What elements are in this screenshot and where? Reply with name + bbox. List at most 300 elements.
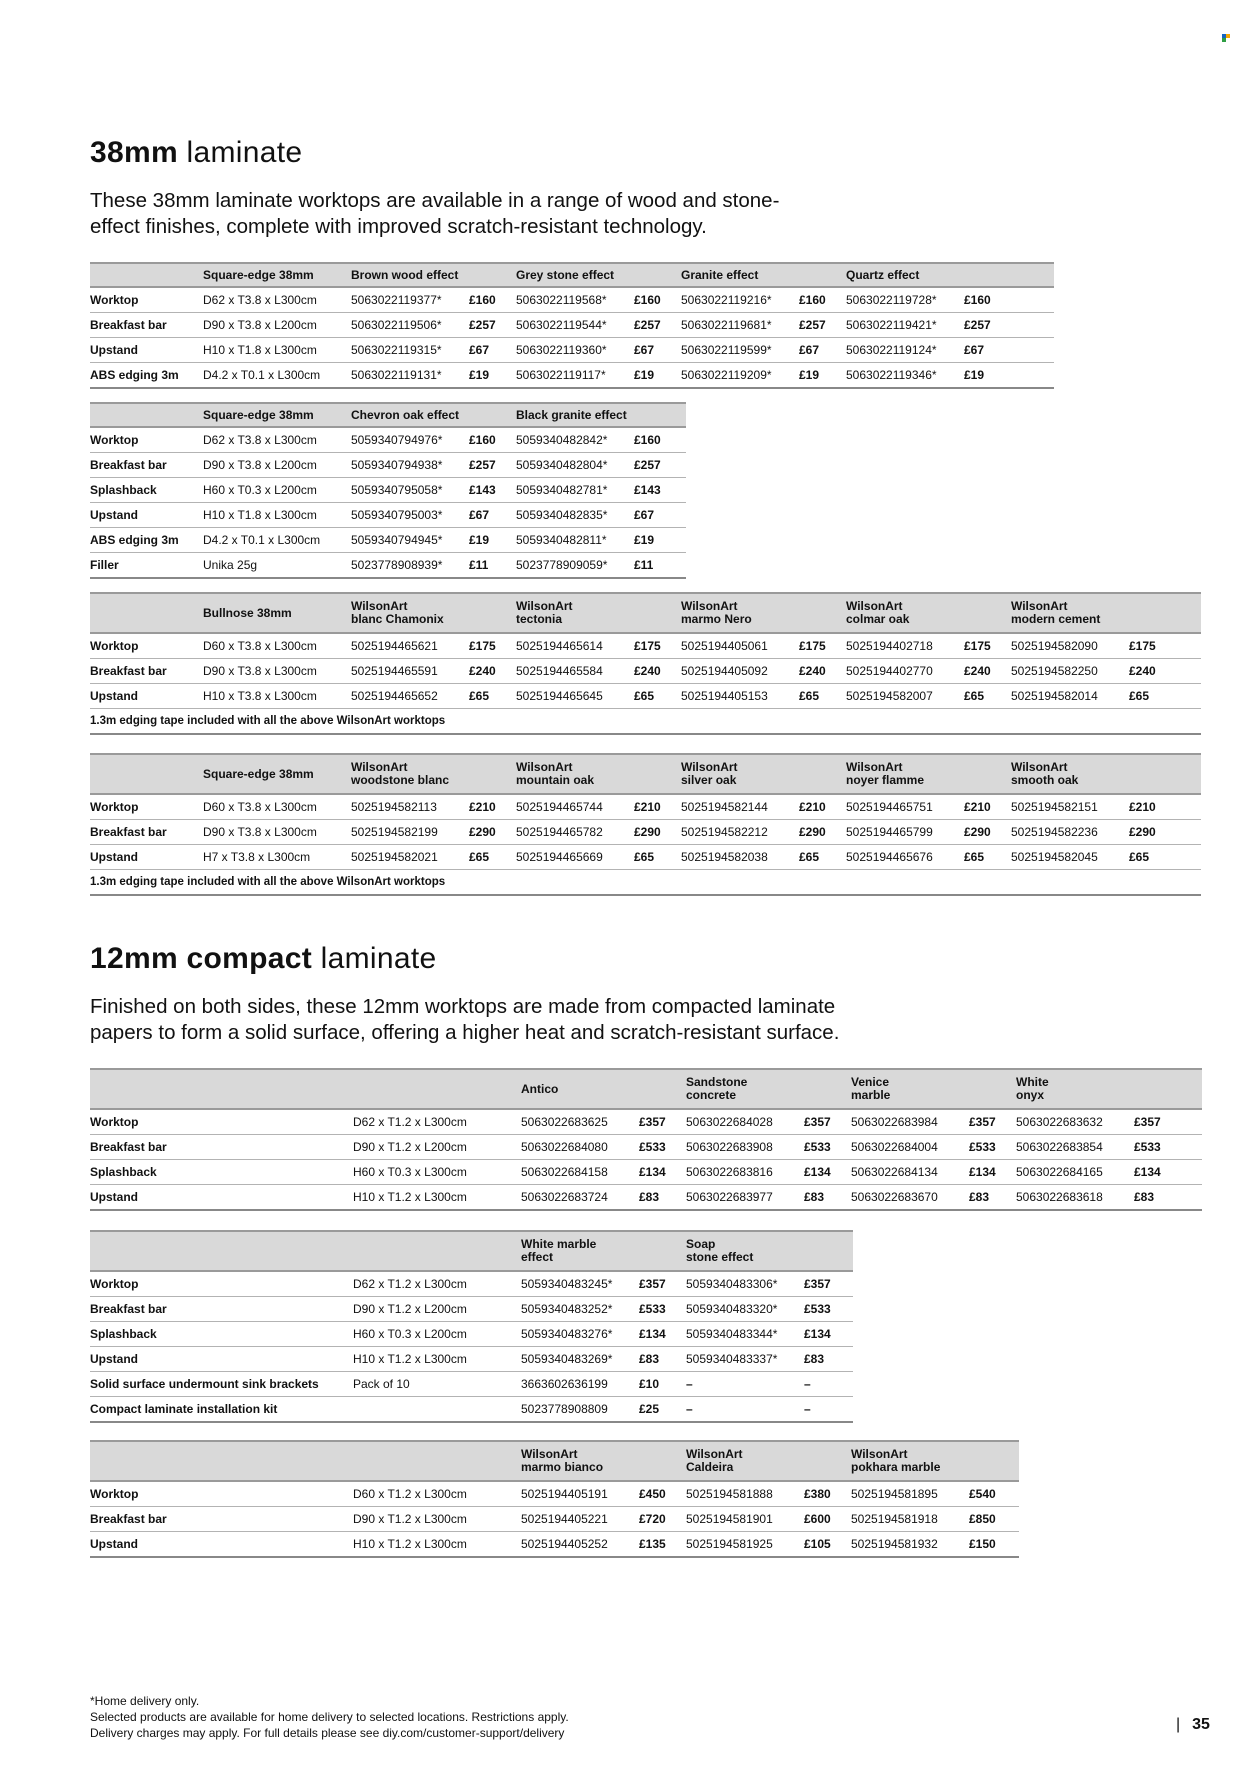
column-header xyxy=(799,754,846,794)
product-table-compact-stone xyxy=(90,1068,1202,1211)
column-header xyxy=(469,403,516,427)
column-header: White onyx xyxy=(1016,1069,1134,1109)
price-cell: £210 xyxy=(964,794,1011,820)
table-cell xyxy=(203,1481,353,1507)
price-cell: £83 xyxy=(639,1185,686,1211)
price-cell: £134 xyxy=(804,1322,853,1347)
price-cell: £175 xyxy=(799,633,846,659)
table-cell: D4.2 x T0.1 x L300cm xyxy=(203,528,351,553)
table-cell: 5025194405221 xyxy=(521,1507,639,1532)
price-cell: £533 xyxy=(804,1135,851,1160)
table-cell: 5063022119346* xyxy=(846,363,964,389)
table-cell: – xyxy=(804,1372,853,1397)
table-cell: 5063022683618 xyxy=(1016,1185,1134,1211)
table-cell: D90 x T3.8 x L300cm xyxy=(203,820,351,845)
column-header: WilsonArt mountain oak xyxy=(516,754,634,794)
column-header xyxy=(90,754,203,794)
price-cell: £357 xyxy=(804,1271,853,1297)
row-label: Breakfast bar xyxy=(90,1507,203,1532)
column-header: Brown wood effect xyxy=(351,263,469,287)
table-cell: H7 x T3.8 x L300cm xyxy=(203,845,351,870)
price-cell: £210 xyxy=(799,794,846,820)
table-cell: 5063022119117* xyxy=(516,363,634,389)
table-row xyxy=(90,1271,853,1297)
price-cell: £65 xyxy=(799,684,846,709)
price-cell: £210 xyxy=(1129,794,1201,820)
price-cell: £19 xyxy=(634,363,681,389)
table-cell: 5063022119506* xyxy=(351,313,469,338)
table-cell: 5025194405252 xyxy=(521,1532,639,1558)
table-cell: 5063022119377* xyxy=(351,287,469,313)
table-cell: 5063022684028 xyxy=(686,1109,804,1135)
price-cell: £19 xyxy=(469,363,516,389)
column-header: Granite effect xyxy=(681,263,799,287)
column-header xyxy=(639,1069,686,1109)
price-cell: £65 xyxy=(469,684,516,709)
table-cell: 5023778908939* xyxy=(351,553,469,579)
price-cell: £67 xyxy=(799,338,846,363)
table-cell: 5063022119124* xyxy=(846,338,964,363)
table-cell: 5063022684165 xyxy=(1016,1160,1134,1185)
price-cell: £83 xyxy=(1134,1185,1202,1211)
price-cell: £143 xyxy=(634,478,686,503)
row-label: Breakfast bar xyxy=(90,1135,203,1160)
column-header: WilsonArt woodstone blanc xyxy=(351,754,469,794)
table-row xyxy=(90,478,686,503)
table-row xyxy=(90,1322,853,1347)
table-row xyxy=(90,1532,1019,1558)
column-header: WilsonArt pokhara marble xyxy=(851,1441,969,1481)
table-row xyxy=(90,845,1201,870)
row-label: ABS edging 3m xyxy=(90,363,203,389)
table-cell: D62 x T3.8 x L300cm xyxy=(203,427,351,453)
price-cell: £290 xyxy=(964,820,1011,845)
table-row xyxy=(90,1347,853,1372)
table-row xyxy=(90,1109,1202,1135)
table-note-row xyxy=(90,870,1201,896)
table-cell: – xyxy=(686,1372,804,1397)
table-cell: 5025194465591 xyxy=(351,659,469,684)
table-cell: 5025194582113 xyxy=(351,794,469,820)
price-cell: £65 xyxy=(469,845,516,870)
price-cell: £25 xyxy=(639,1397,686,1423)
table-cell xyxy=(203,1507,353,1532)
table-cell: D62 x T1.2 x L300cm xyxy=(353,1109,521,1135)
table-row xyxy=(90,1481,1019,1507)
column-header xyxy=(634,754,681,794)
price-cell: £67 xyxy=(964,338,1054,363)
row-label: Worktop xyxy=(90,287,203,313)
table-cell: 5059340483306* xyxy=(686,1271,804,1297)
table-cell: D90 x T3.8 x L200cm xyxy=(203,313,351,338)
price-cell: £143 xyxy=(469,478,516,503)
table-cell: 5059340482804* xyxy=(516,453,634,478)
column-header: WilsonArt marmo Nero xyxy=(681,593,799,633)
price-cell: £290 xyxy=(634,820,681,845)
table-row xyxy=(90,1160,1202,1185)
table-cell: D4.2 x T0.1 x L300cm xyxy=(203,363,351,389)
table-header-row xyxy=(90,1231,853,1271)
product-table-38mm-effects xyxy=(90,262,1054,389)
price-cell: £357 xyxy=(1134,1109,1202,1135)
table-cell: 5063022683908 xyxy=(686,1135,804,1160)
price-cell: £257 xyxy=(634,313,681,338)
column-header xyxy=(469,754,516,794)
table-cell: D90 x T1.2 x L200cm xyxy=(353,1297,521,1322)
table-cell: 5025194581925 xyxy=(686,1532,804,1558)
table-header-row xyxy=(90,754,1201,794)
column-header xyxy=(799,263,846,287)
table-cell: H10 x T1.2 x L300cm xyxy=(353,1185,521,1211)
row-label: Worktop xyxy=(90,1481,203,1507)
column-header: WilsonArt blanc Chamonix xyxy=(351,593,469,633)
table-cell: 5025194581888 xyxy=(686,1481,804,1507)
price-cell: £533 xyxy=(969,1135,1016,1160)
column-header: Square-edge 38mm xyxy=(203,754,351,794)
price-cell: £357 xyxy=(969,1109,1016,1135)
price-cell: £67 xyxy=(469,503,516,528)
table-cell: 5025194581918 xyxy=(851,1507,969,1532)
column-header: Black granite effect xyxy=(516,403,634,427)
table-cell: 5025194582021 xyxy=(351,845,469,870)
table-row xyxy=(90,313,1054,338)
table-cell: 5025194465799 xyxy=(846,820,964,845)
table-cell: 5063022119568* xyxy=(516,287,634,313)
table-cell: 5063022684004 xyxy=(851,1135,969,1160)
column-header: WilsonArt colmar oak xyxy=(846,593,964,633)
table-cell: 5063022119209* xyxy=(681,363,799,389)
price-cell: £600 xyxy=(804,1507,851,1532)
section-intro-12mm: Finished on both sides, these 12mm worktops are made from compacted laminate papers to form a solid surface, offering a higher heat and scratch-resistant surface. xyxy=(90,995,840,1044)
table-row xyxy=(90,363,1054,389)
price-cell: £134 xyxy=(969,1160,1016,1185)
table-cell: 5059340483252* xyxy=(521,1297,639,1322)
table-cell: 5059340483276* xyxy=(521,1322,639,1347)
table-cell: 5059340482835* xyxy=(516,503,634,528)
table-row xyxy=(90,794,1201,820)
table-cell: 5025194465782 xyxy=(516,820,634,845)
column-header xyxy=(964,593,1011,633)
table-cell: 5063022119131* xyxy=(351,363,469,389)
table-cell: D90 x T3.8 x L300cm xyxy=(203,659,351,684)
table-cell: 5063022683670 xyxy=(851,1185,969,1211)
table-cell: H10 x T1.2 x L300cm xyxy=(353,1532,521,1558)
price-cell: £134 xyxy=(804,1160,851,1185)
table-cell: H60 x T0.3 x L300cm xyxy=(353,1160,521,1185)
table-cell: 5023778909059* xyxy=(516,553,634,579)
price-cell: £257 xyxy=(469,453,516,478)
price-cell: £135 xyxy=(639,1532,686,1558)
table-cell xyxy=(203,1532,353,1558)
price-cell: £257 xyxy=(799,313,846,338)
column-header: WilsonArt Caldeira xyxy=(686,1441,804,1481)
column-header xyxy=(634,403,686,427)
table-cell: 5063022683984 xyxy=(851,1109,969,1135)
row-label: Upstand xyxy=(90,1185,203,1211)
table-cell xyxy=(203,1135,353,1160)
table-cell: D62 x T3.8 x L300cm xyxy=(203,287,351,313)
column-header xyxy=(1134,1069,1202,1109)
price-cell: £175 xyxy=(1129,633,1201,659)
table-row xyxy=(90,528,686,553)
price-cell: £160 xyxy=(634,427,686,453)
column-header xyxy=(353,1231,521,1271)
price-cell: £160 xyxy=(469,287,516,313)
table-cell: D60 x T3.8 x L300cm xyxy=(203,633,351,659)
column-header xyxy=(469,593,516,633)
price-cell: £11 xyxy=(469,553,516,579)
column-header xyxy=(90,263,203,287)
table-header-row xyxy=(90,403,686,427)
table-cell: 5063022119360* xyxy=(516,338,634,363)
price-cell: £83 xyxy=(804,1185,851,1211)
row-label: Breakfast bar xyxy=(90,820,203,845)
column-header xyxy=(969,1441,1019,1481)
column-header: WilsonArt silver oak xyxy=(681,754,799,794)
table-cell: 5025194465614 xyxy=(516,633,634,659)
table-cell xyxy=(203,1322,353,1347)
price-cell: £19 xyxy=(634,528,686,553)
column-header: Quartz effect xyxy=(846,263,964,287)
row-label: Upstand xyxy=(90,1347,203,1372)
price-cell: £160 xyxy=(634,287,681,313)
price-cell: £720 xyxy=(639,1507,686,1532)
table-cell: D60 x T1.2 x L300cm xyxy=(353,1481,521,1507)
price-cell: £240 xyxy=(799,659,846,684)
price-cell: £210 xyxy=(469,794,516,820)
table-cell: 5025194465652 xyxy=(351,684,469,709)
price-cell: £65 xyxy=(964,845,1011,870)
row-label: Upstand xyxy=(90,684,203,709)
table-cell: 5025194582212 xyxy=(681,820,799,845)
table-row xyxy=(90,1372,853,1397)
price-cell: £257 xyxy=(634,453,686,478)
table-row xyxy=(90,453,686,478)
table-cell: 5025194465584 xyxy=(516,659,634,684)
table-cell: 5063022683816 xyxy=(686,1160,804,1185)
product-table-compact-marble-soapstone xyxy=(90,1230,853,1423)
table-note-row xyxy=(90,709,1201,735)
row-label: Breakfast bar xyxy=(90,313,203,338)
price-cell: £65 xyxy=(799,845,846,870)
price-cell: £83 xyxy=(969,1185,1016,1211)
section-title-38mm: 38mm laminate xyxy=(90,136,303,169)
column-header: Square-edge 38mm xyxy=(203,263,351,287)
table-cell: 5025194465676 xyxy=(846,845,964,870)
price-cell: £533 xyxy=(639,1297,686,1322)
product-table-compact-wilsonart xyxy=(90,1440,1019,1558)
price-cell: £240 xyxy=(1129,659,1201,684)
row-label: Upstand xyxy=(90,338,203,363)
table-cell: 5025194582199 xyxy=(351,820,469,845)
price-cell: £65 xyxy=(634,845,681,870)
table-cell: D62 x T1.2 x L300cm xyxy=(353,1271,521,1297)
row-label: Worktop xyxy=(90,1109,203,1135)
column-header xyxy=(1129,754,1201,794)
price-cell: £533 xyxy=(639,1135,686,1160)
price-cell: £257 xyxy=(469,313,516,338)
column-header: WilsonArt smooth oak xyxy=(1011,754,1129,794)
column-header xyxy=(90,1069,203,1109)
column-header xyxy=(90,593,203,633)
table-cell: 5025194581901 xyxy=(686,1507,804,1532)
table-cell: D90 x T1.2 x L200cm xyxy=(353,1135,521,1160)
price-cell: £134 xyxy=(639,1160,686,1185)
column-header xyxy=(634,263,681,287)
column-header: WilsonArt marmo bianco xyxy=(521,1441,639,1481)
price-cell: £450 xyxy=(639,1481,686,1507)
table-cell: 5025194465744 xyxy=(516,794,634,820)
column-header xyxy=(1129,593,1201,633)
price-cell: £240 xyxy=(469,659,516,684)
table-header-row xyxy=(90,263,1054,287)
price-cell: £19 xyxy=(964,363,1054,389)
table-row xyxy=(90,684,1201,709)
column-header xyxy=(799,593,846,633)
column-header: Sandstone concrete xyxy=(686,1069,804,1109)
table-cell: 5025194582144 xyxy=(681,794,799,820)
price-cell: £67 xyxy=(634,338,681,363)
table-cell xyxy=(203,1347,353,1372)
column-header xyxy=(804,1069,851,1109)
brand-logo-icon xyxy=(1222,34,1230,42)
table-row xyxy=(90,1185,1202,1211)
price-cell: £65 xyxy=(1129,684,1201,709)
row-label: Filler xyxy=(90,553,203,579)
table-cell xyxy=(203,1271,353,1297)
product-table-wilsonart-bullnose xyxy=(90,592,1201,735)
table-cell: 5063022684080 xyxy=(521,1135,639,1160)
column-header xyxy=(804,1231,853,1271)
price-cell: £357 xyxy=(639,1109,686,1135)
table-cell: 5063022119216* xyxy=(681,287,799,313)
table-cell: Unika 25g xyxy=(203,553,351,579)
price-cell: £240 xyxy=(634,659,681,684)
price-cell: £160 xyxy=(964,287,1054,313)
edging-tape-note: 1.3m edging tape included with all the above WilsonArt worktops xyxy=(90,709,1201,735)
row-label: Compact laminate installation kit xyxy=(90,1397,203,1423)
row-label: Splashback xyxy=(90,1160,203,1185)
price-cell: £83 xyxy=(804,1347,853,1372)
table-cell: 5063022119681* xyxy=(681,313,799,338)
table-cell: 5025194465645 xyxy=(516,684,634,709)
column-header xyxy=(203,1441,353,1481)
price-cell: £175 xyxy=(634,633,681,659)
table-cell: 5059340483245* xyxy=(521,1271,639,1297)
table-cell: 5059340795003* xyxy=(351,503,469,528)
table-cell: 5023778908809 xyxy=(521,1397,639,1423)
row-label: Breakfast bar xyxy=(90,659,203,684)
table-cell: H10 x T1.2 x L300cm xyxy=(353,1347,521,1372)
table-cell: 5025194405191 xyxy=(521,1481,639,1507)
column-header: WilsonArt noyer flamme xyxy=(846,754,964,794)
table-row xyxy=(90,1397,853,1423)
table-row xyxy=(90,427,686,453)
row-label: Worktop xyxy=(90,633,203,659)
column-header xyxy=(634,593,681,633)
table-header-row xyxy=(90,1069,1202,1109)
price-cell: £290 xyxy=(469,820,516,845)
price-cell: £290 xyxy=(1129,820,1201,845)
price-cell: £160 xyxy=(469,427,516,453)
row-label: Worktop xyxy=(90,794,203,820)
column-header xyxy=(353,1069,521,1109)
table-cell xyxy=(203,1297,353,1322)
table-cell: 5059340794945* xyxy=(351,528,469,553)
price-cell: £380 xyxy=(804,1481,851,1507)
price-cell: £67 xyxy=(634,503,686,528)
table-cell: 5025194582090 xyxy=(1011,633,1129,659)
price-cell: £210 xyxy=(634,794,681,820)
price-cell: £240 xyxy=(964,659,1011,684)
row-label: Breakfast bar xyxy=(90,453,203,478)
row-label: Worktop xyxy=(90,427,203,453)
column-header xyxy=(804,1441,851,1481)
table-cell: 5063022683625 xyxy=(521,1109,639,1135)
table-cell: 5025194582045 xyxy=(1011,845,1129,870)
table-cell: 5025194402770 xyxy=(846,659,964,684)
row-label: Solid surface undermount sink brackets xyxy=(90,1372,203,1397)
column-header xyxy=(203,1069,353,1109)
table-cell: 5025194581895 xyxy=(851,1481,969,1507)
row-label: Worktop xyxy=(90,1271,203,1297)
product-table-wilsonart-square-edge xyxy=(90,753,1201,896)
page-number: | 35 xyxy=(1176,1716,1210,1733)
table-cell xyxy=(203,1185,353,1211)
column-header: Antico xyxy=(521,1069,639,1109)
row-label: Splashback xyxy=(90,1322,203,1347)
table-cell: 5025194582250 xyxy=(1011,659,1129,684)
price-cell: £19 xyxy=(799,363,846,389)
table-cell: 5059340482781* xyxy=(516,478,634,503)
row-label: ABS edging 3m xyxy=(90,528,203,553)
footer-notes: *Home delivery only. Selected products are available for home delivery to selected locations. Restrictions apply. Delivery charges may apply. For full details please see diy.com/customer-support/delivery xyxy=(90,1694,569,1740)
table-cell: 5063022119728* xyxy=(846,287,964,313)
table-cell: 5063022119421* xyxy=(846,313,964,338)
table-cell: 5025194582007 xyxy=(846,684,964,709)
table-cell: H60 x T0.3 x L200cm xyxy=(353,1322,521,1347)
table-cell: H10 x T1.8 x L300cm xyxy=(203,338,351,363)
table-cell: 5025194405092 xyxy=(681,659,799,684)
column-header xyxy=(90,1441,203,1481)
table-row xyxy=(90,1297,853,1322)
price-cell: £290 xyxy=(799,820,846,845)
column-header xyxy=(203,1231,353,1271)
table-cell xyxy=(203,1160,353,1185)
table-cell: 5025194465669 xyxy=(516,845,634,870)
table-cell: 3663602636199 xyxy=(521,1372,639,1397)
table-cell: D60 x T3.8 x L300cm xyxy=(203,794,351,820)
table-row xyxy=(90,338,1054,363)
table-cell: 5025194581932 xyxy=(851,1532,969,1558)
table-row xyxy=(90,659,1201,684)
row-label: Upstand xyxy=(90,503,203,528)
table-cell: 5063022683977 xyxy=(686,1185,804,1211)
table-cell: 5025194582151 xyxy=(1011,794,1129,820)
column-header xyxy=(90,403,203,427)
price-cell: £67 xyxy=(469,338,516,363)
price-cell: £175 xyxy=(964,633,1011,659)
table-cell xyxy=(353,1397,521,1423)
edging-tape-note: 1.3m edging tape included with all the above WilsonArt worktops xyxy=(90,870,1201,896)
table-cell: 5063022684158 xyxy=(521,1160,639,1185)
price-cell: £65 xyxy=(634,684,681,709)
table-cell: 5059340482811* xyxy=(516,528,634,553)
table-cell: 5025194402718 xyxy=(846,633,964,659)
table-row xyxy=(90,633,1201,659)
table-cell: 5025194582038 xyxy=(681,845,799,870)
column-header: White marble effect xyxy=(521,1231,639,1271)
